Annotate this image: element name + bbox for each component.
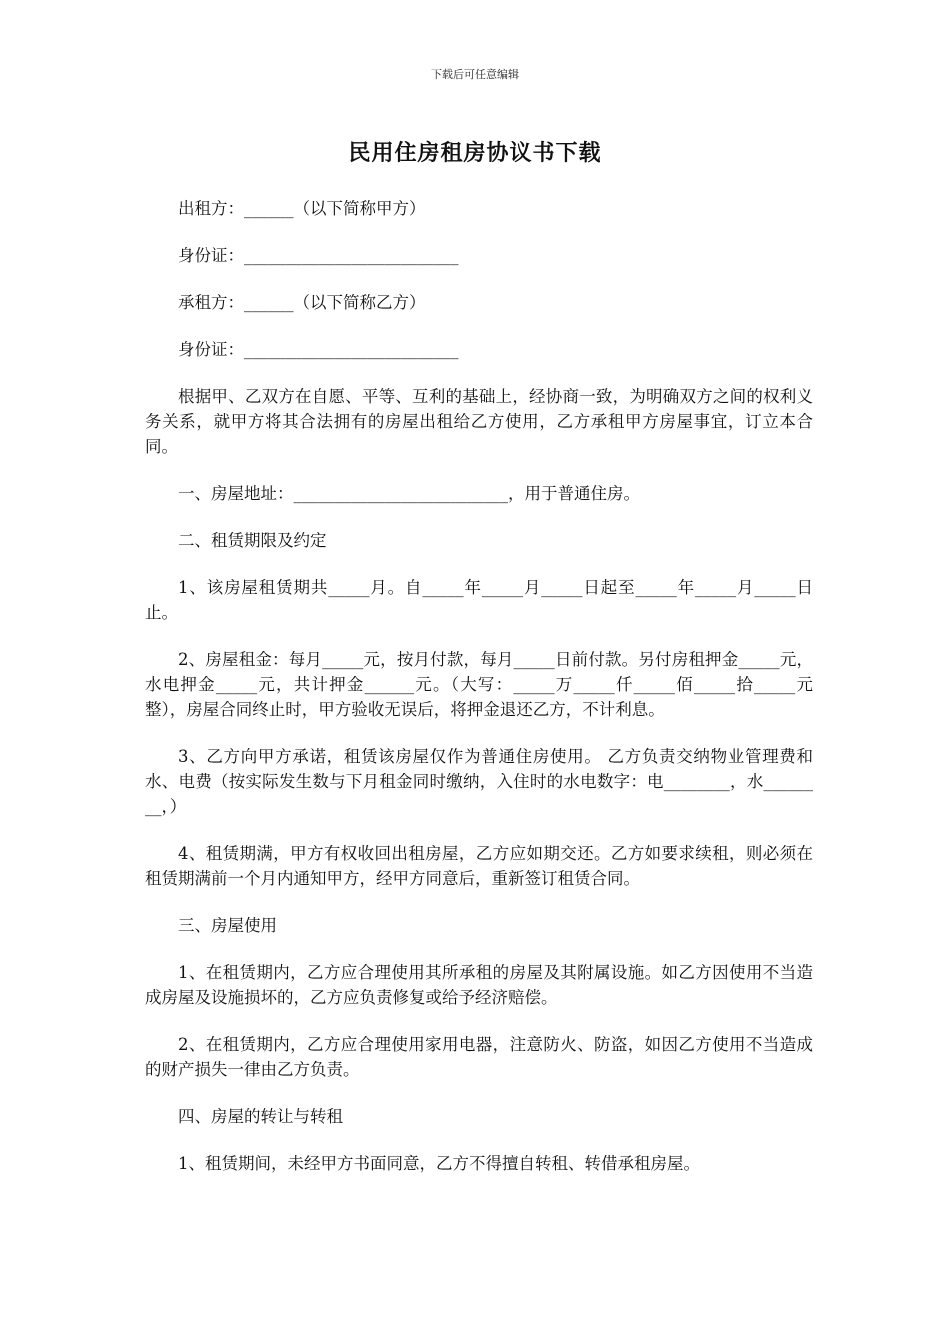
section-2-heading: 二、租赁期限及约定: [178, 531, 327, 550]
clause-3-2: 2、在租赁期内，乙方应合理使用家用电器，注意防火、防盗，如因乙方使用不当造成的财产损失一律由乙方负责。: [145, 1035, 813, 1079]
preamble-paragraph: 根据甲、乙双方在自愿、平等、互利的基础上，经协商一致，为明确双方之间的权利义务关系，就甲方将其合法拥有的房屋出租给乙方使用，乙方承租甲方房屋事宜，订立本合同。: [145, 387, 813, 456]
document-title: 民用住房租房协议书下载: [348, 140, 602, 166]
section-4-heading: 四、房屋的转让与转租: [178, 1107, 343, 1126]
clause-3-1: 1、在租赁期内，乙方应合理使用其所承租的房屋及其附属设施。如乙方因使用不当造成房屋及设施损坏的，乙方应负责修复或给予经济赔偿。: [145, 963, 813, 1007]
section-3-heading: 三、房屋使用: [178, 916, 277, 935]
clause-2-2: 2、房屋租金：每月_____元，按月付款，每月_____日前付款。另付房租押金_____元，水电押金_____元，共计押金______元。（大写：_____万_____仟_____佰_____拾_____元整），房屋合同终止时，甲方验收无误后，将押金退还乙方，不计利息。: [145, 650, 813, 719]
document-body: [145, 196, 813, 1198]
clause-4-1: 1、租赁期间，未经甲方书面同意，乙方不得擅自转租、转借承租房屋。: [178, 1154, 700, 1173]
lessor-line: 出租方：______（以下简称甲方）: [178, 199, 426, 218]
clause-2-3: 3、乙方向甲方承诺，租赁该房屋仅作为普通住房使用。 乙方负责交纳物业管理费和水、电费（按实际发生数与下月租金同时缴纳，入住时的水电数字：电________，水________，）: [145, 747, 813, 816]
lessee-id-line: 身份证：__________________________: [178, 340, 459, 359]
clause-2-4: 4、租赁期满，甲方有权收回出租房屋，乙方应如期交还。乙方如要求续租，则必须在租赁期满前一个月内通知甲方，经甲方同意后，重新签订租赁合同。: [145, 844, 813, 888]
section-1-address: 一、房屋地址：__________________________，用于普通住房。: [178, 484, 640, 503]
clause-2-1: 1、该房屋租赁期共_____月。自_____年_____月_____日起至_____年_____月_____日止。: [145, 578, 813, 622]
lessor-id-line: 身份证：__________________________: [178, 246, 459, 265]
header-note: 下载后可任意编辑: [431, 68, 519, 81]
lessee-line: 承租方：______（以下简称乙方）: [178, 293, 426, 312]
